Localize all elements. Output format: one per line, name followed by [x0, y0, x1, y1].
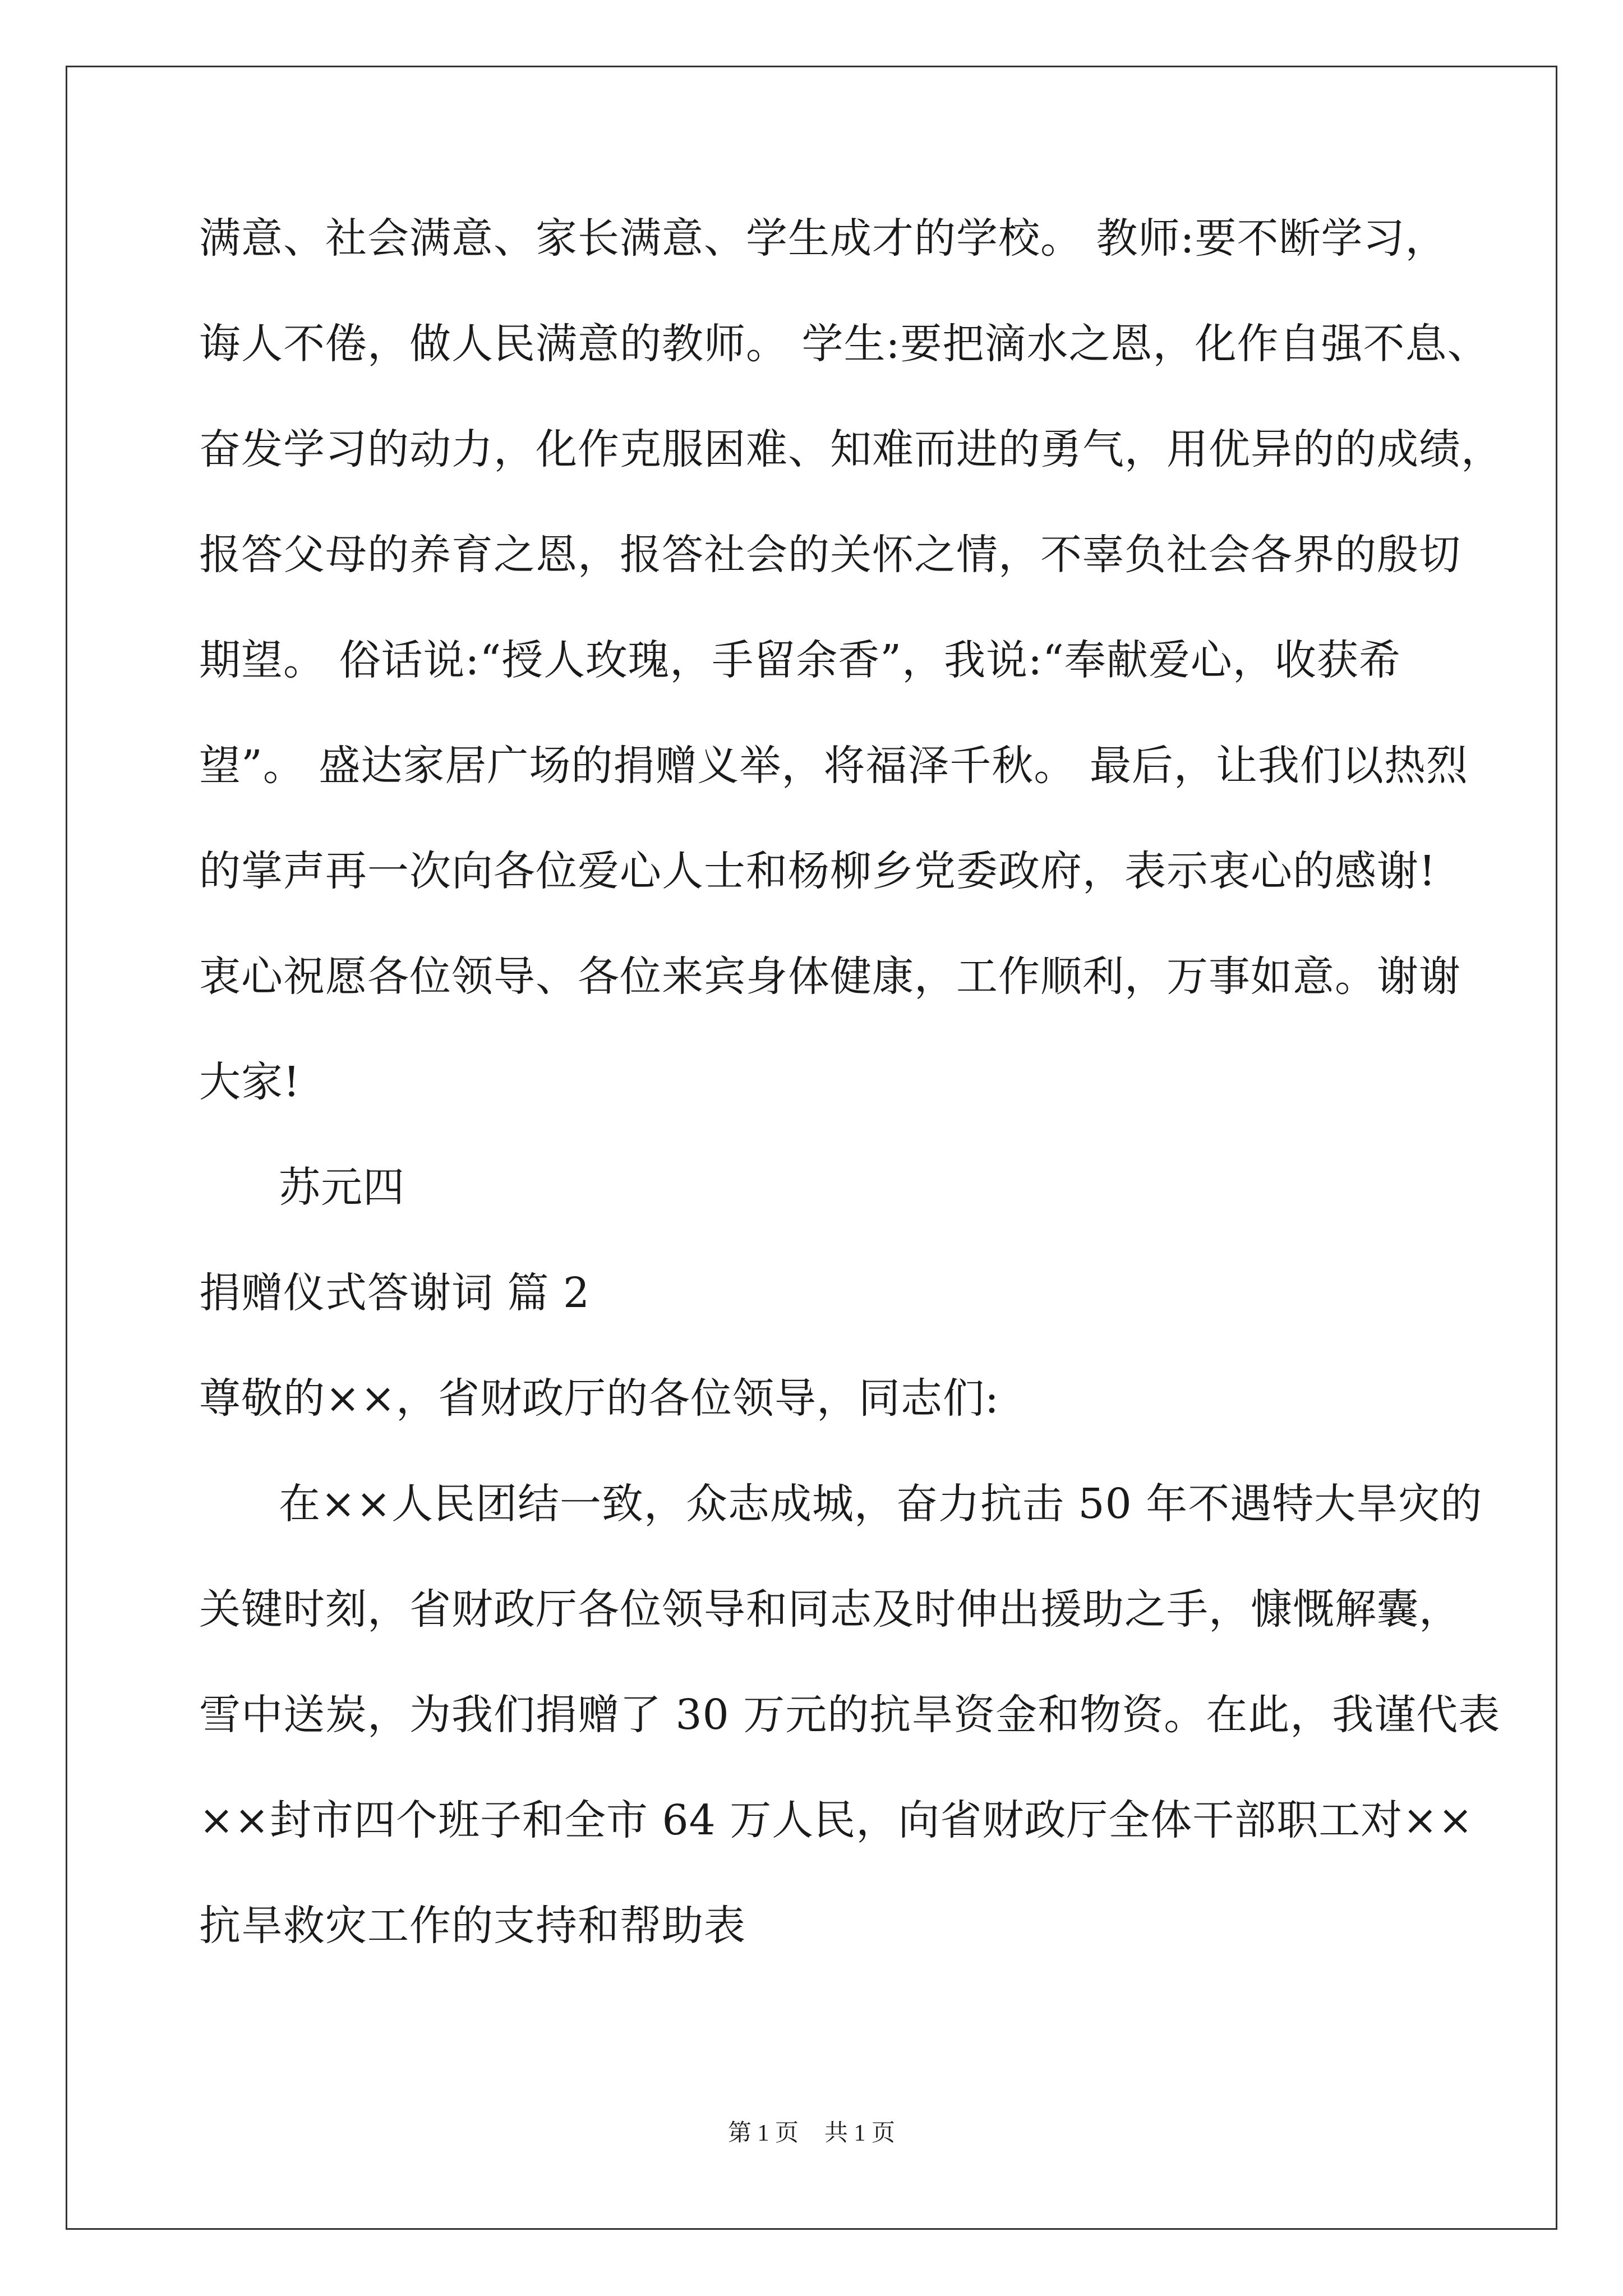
- body-line: 雪中送炭，为我们捐赠了 30 万元的抗旱资金和物资。在此，我谨代表: [199, 1691, 1501, 1739]
- text-line: 诲人不倦，做人民满意的教师。 学生:要把滴水之恩，化作自强不息、: [199, 320, 1490, 368]
- page-total: 共 1 页: [824, 2120, 896, 2146]
- page-footer: [0, 2119, 1623, 2147]
- text-line: 的掌声再一次向各位爱心人士和杨柳乡党委政府，表示衷心的感谢!: [199, 847, 1436, 895]
- text-line: 衷心祝愿各位领导、各位来宾身体健康，工作顺利，万事如意。谢谢: [199, 953, 1461, 1001]
- section-title: 捐赠仪式答谢词 篇 2: [199, 1269, 591, 1317]
- text-line: 奋发学习的动力，化作克服困难、知难而进的勇气，用优异的的成绩，: [199, 425, 1503, 473]
- text-line: 望”。 盛达家居广场的捐赠义举，将福泽千秋。 最后，让我们以热烈: [199, 742, 1468, 790]
- salutation: 尊敬的××，省财政厅的各位领导，同志们:: [199, 1374, 999, 1423]
- body-line: 抗旱救灾工作的支持和帮助表: [199, 1902, 746, 1950]
- body-line: 在××人民团结一致，众志成城，奋力抗击 50 年不遇特大旱灾的: [279, 1480, 1483, 1528]
- text-line: 期望。 俗话说:“授人玫瑰，手留余香”，我说:“奉献爱心，收获希: [199, 636, 1401, 684]
- text-line: 满意、社会满意、家长满意、学生成才的学校。 教师:要不断学习，: [199, 214, 1447, 263]
- text-line: 报答父母的养育之恩，报答社会的关怀之情，不辜负社会各界的殷切: [199, 531, 1461, 579]
- body-line: 关键时刻，省财政厅各位领导和同志及时伸出援助之手，慷慨解囊，: [199, 1585, 1461, 1634]
- signature: 苏元四: [279, 1163, 405, 1212]
- body-line: ××封市四个班子和全市 64 万人民，向省财政厅全体干部职工对××: [199, 1796, 1474, 1844]
- page-number: 第 1 页: [727, 2120, 799, 2146]
- text-line: 大家!: [199, 1058, 301, 1106]
